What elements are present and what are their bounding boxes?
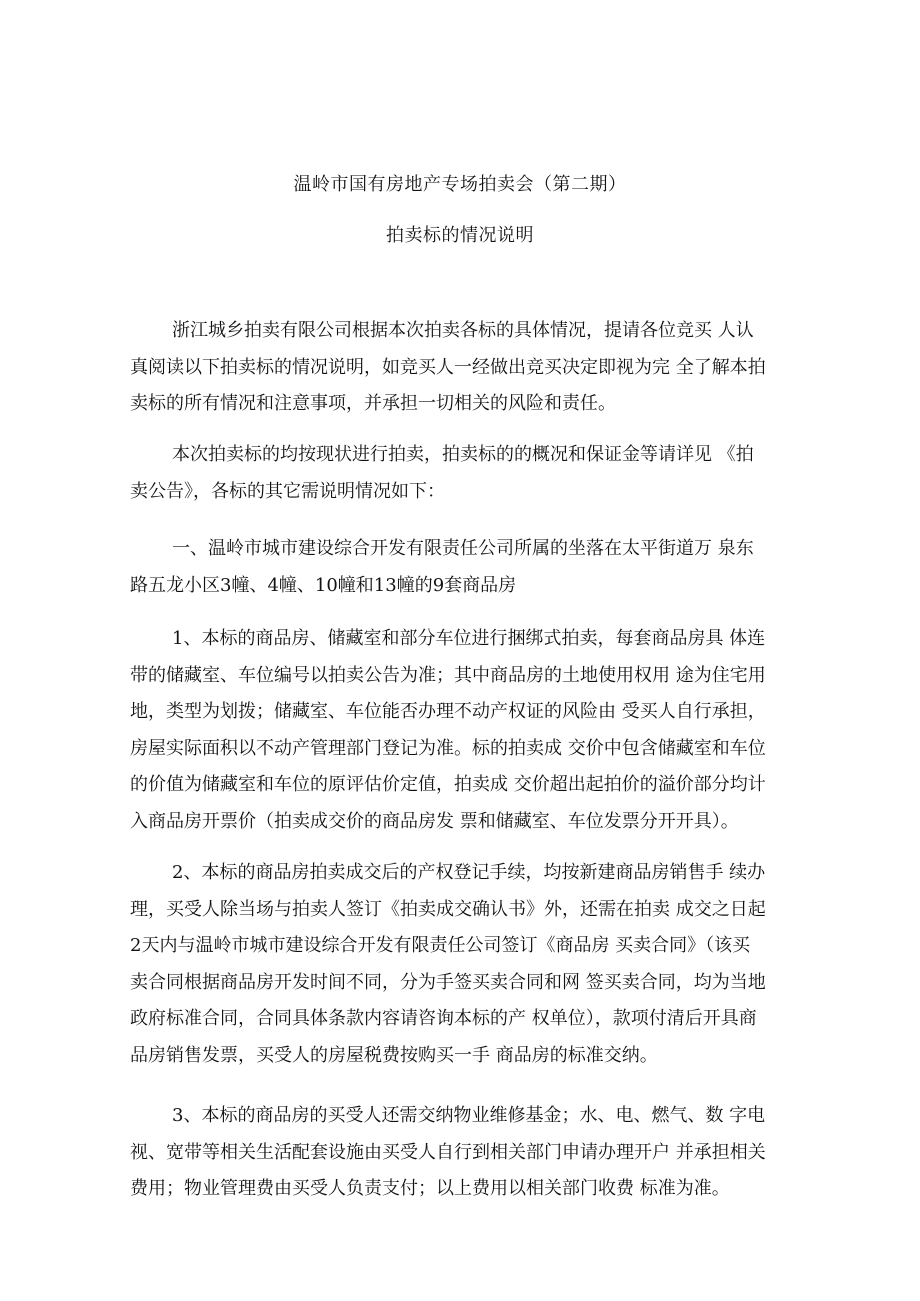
paragraph-line: 入商品房开票价（拍卖成交价的商品房发 票和储藏室、车位发票分开开具）。 [130,810,739,832]
paragraph-line: 房屋实际面积以不动产管理部门登记为准。标的拍卖成 交价中包含储藏室和车位 [130,737,766,759]
document-title: 温岭市国有房地产专场拍卖会（第二期） [293,174,627,195]
paragraph-line: 路五龙小区3幢、4幢、10幢和13幢的9套商品房 [130,574,517,596]
paragraph-line: 本次拍卖标的均按现状进行拍卖，拍卖标的的概况和保证金等请详见 《拍 [172,444,754,465]
paragraph-line: 1、本标的商品房、储藏室和部分车位进行捆绑式拍卖，每套商品房具 体连 [172,628,766,649]
paragraph-line: 费用；物业管理费由买受人负责支付；以上费用以相关部门收费 标准为准。 [130,1178,730,1199]
paragraph-line: 政府标准合同，合同具体条款内容请咨询本标的产 权单位），款项付清后开具商 [130,1008,757,1029]
paragraph-status [130,437,842,510]
paragraph-line: 视、宽带等相关生活配套设施由买受人自行到相关部门申请办理开户 并承担相关 [130,1141,766,1163]
paragraph-line: 真阅读以下拍卖标的情况说明，如竞买人一经做出竞买决定即视为完 全了解本拍 [130,356,766,378]
paragraph-intro [130,313,842,423]
paragraph-line: 卖标的所有情况和注意事项，并承担一切相关的风险和责任。 [130,393,616,414]
paragraph-line: 卖公告》，各标的其它需说明情况如下： [130,480,445,502]
document-subtitle: 拍卖标的情况说明 [386,225,534,246]
paragraph-line: 地，类型为划拨；储藏室、车位能否办理不动产权证的风险由 受买人自行承担， [130,701,766,722]
paragraph-item-1 [130,621,842,840]
paragraph-line: 3、本标的商品房的买受人还需交纳物业维修基金；水、电、燃气、数 字电 [172,1105,766,1126]
paragraph-line: 品房销售发票，买受人的房屋税费按购买一手 商品房的标准交纳。 [130,1044,658,1066]
paragraph-line: 卖合同根据商品房开发时间不同，分为手签买卖合同和网 签买卖合同，均为当地 [130,971,766,993]
paragraph-line: 理，买受人除当场与拍卖人签订《拍卖成交确认书》外，还需在拍卖 成交之日起 [130,898,766,920]
paragraph-line: 一、温岭市城市建设综合开发有限责任公司所属的坐落在太平街道万 泉东 [172,538,754,559]
paragraph-line: 带的储藏室、车位编号以拍卖公告为准；其中商品房的土地使用权用 途为住宅用 [130,664,766,686]
paragraph-line: 2、本标的商品房拍卖成交后的产权登记手续，均按新建商品房销售手 续办 [172,862,766,883]
paragraph-line: 的价值为储藏室和车位的原评估价定值，拍卖成 交价超出起拍价的溢价部分均计 [130,774,766,795]
paragraph-item-3 [130,1098,842,1208]
paragraph-line: 2天内与温岭市城市建设综合开发有限责任公司签订《商品房 买卖合同》（该买 [130,935,751,956]
paragraph-section-one [130,531,842,604]
paragraph-line: 浙江城乡拍卖有限公司根据本次拍卖各标的具体情况，提请各位竞买 人认 [172,320,754,341]
paragraph-item-2 [130,855,842,1074]
